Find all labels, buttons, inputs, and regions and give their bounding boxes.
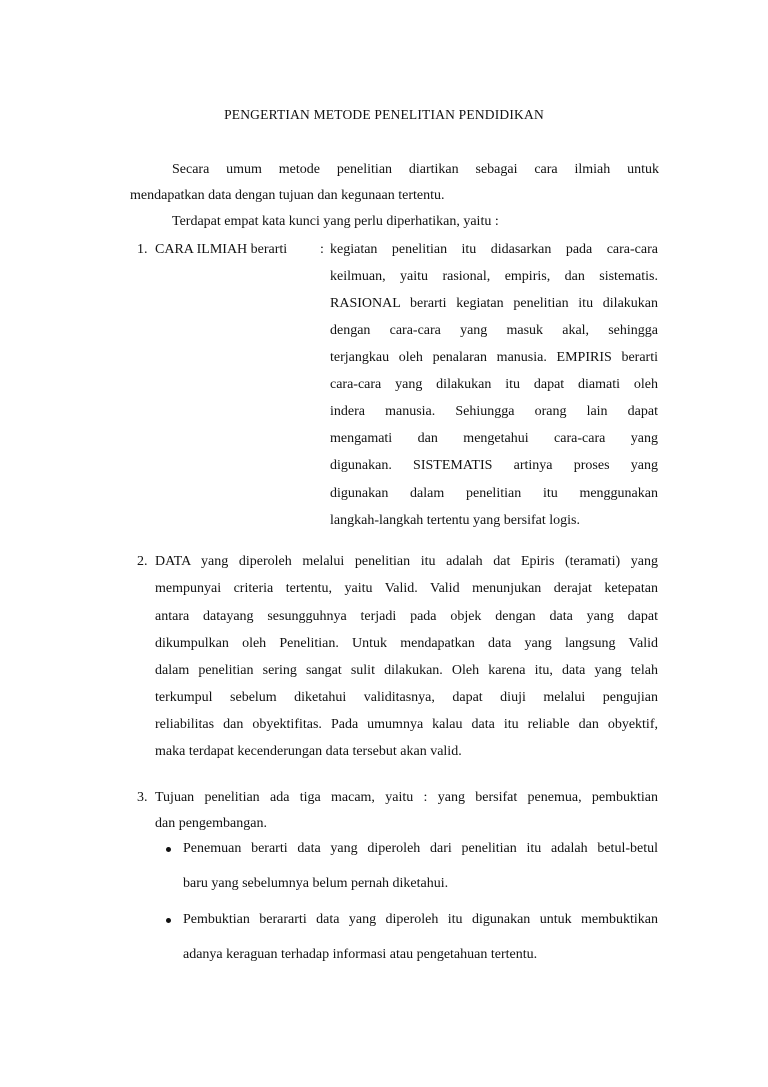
item-1-line: dengan cara-cara yang masuk akal, sehingga (330, 323, 658, 338)
item-1-term: CARA ILMIAH berarti (155, 242, 288, 257)
item-1-line: mengamati dan mengetahui cara-cara yang (330, 431, 658, 446)
item-1-line: kegiatan penelitian itu didasarkan pada cara-cara (330, 242, 658, 257)
item-1-colon: : (320, 242, 324, 257)
intro-line-3: Terdapat empat kata kunci yang perlu diperhatikan, yaitu : (172, 214, 499, 229)
intro-line-2: mendapatkan data dengan tujuan dan kegunaan tertentu. (130, 188, 445, 203)
item-1-line: keilmuan, yaitu rasional, empiris, dan sistematis. (330, 269, 658, 284)
item-2-line: mempunyai criteria tertentu, yaitu Valid. Valid menunjukan derajat ketepatan (155, 581, 658, 596)
bullet-1-line-2: baru yang sebelumnya belum pernah diketahui. (183, 876, 449, 891)
item-1-line: indera manusia. Sehiungga orang lain dapat (330, 404, 658, 419)
item-2-line: maka terdapat kecenderungan data tersebut akan valid. (155, 744, 462, 759)
item-2-line: dikumpulkan oleh Penelitian. Untuk mendapatkan data yang langsung Valid (155, 636, 658, 651)
page-title: PENGERTIAN METODE PENELITIAN PENDIDIKAN (224, 107, 544, 122)
item-1-line: cara-cara yang dilakukan itu dapat diamati oleh (330, 377, 658, 392)
item-2-line: DATA yang diperoleh melalui penelitian itu adalah dat Epiris (teramati) yang (155, 554, 658, 569)
intro-line-1: Secara umum metode penelitian diartikan sebagai cara ilmiah untuk (172, 162, 659, 177)
item-1-line: langkah-langkah tertentu yang bersifat logis. (330, 513, 580, 528)
item-2-line: dalam penelitian sering sangat sulit dilakukan. Oleh karena itu, data yang telah (155, 663, 658, 678)
item-3-line-2: dan pengembangan. (155, 816, 267, 831)
bullet-icon (166, 847, 171, 852)
item-3-number: 3. (137, 790, 148, 805)
bullet-2-line-1: Pembuktian berararti data yang diperoleh itu digunakan untuk membuktikan (183, 912, 658, 927)
item-3-line-1: Tujuan penelitian ada tiga macam, yaitu : yang bersifat penemua, pembuktian (155, 790, 658, 805)
item-1-line: RASIONAL berarti kegiatan penelitian itu dilakukan (330, 296, 658, 311)
bullet-icon (166, 918, 171, 923)
item-2-line: antara datayang sesungguhnya terjadi pada objek dengan data yang dapat (155, 609, 658, 624)
item-1-line: terjangkau oleh penalaran manusia. EMPIRIS berarti (330, 350, 658, 365)
item-1-line: digunakan. SISTEMATIS artinya proses yang (330, 458, 658, 473)
item-2-number: 2. (137, 554, 148, 569)
bullet-1-line-1: Penemuan berarti data yang diperoleh dari penelitian itu adalah betul-betul (183, 841, 658, 856)
item-2-line: reliabilitas dan obyektifitas. Pada umumnya kalau data itu reliable dan obyektif, (155, 717, 658, 732)
item-1-line: digunakan dalam penelitian itu menggunakan (330, 486, 658, 501)
item-2-line: terkumpul sebelum diketahui validitasnya, dapat diuji melalui pengujian (155, 690, 658, 705)
item-1-number: 1. (137, 242, 148, 257)
bullet-2-line-2: adanya keraguan terhadap informasi atau pengetahuan tertentu. (183, 947, 538, 962)
